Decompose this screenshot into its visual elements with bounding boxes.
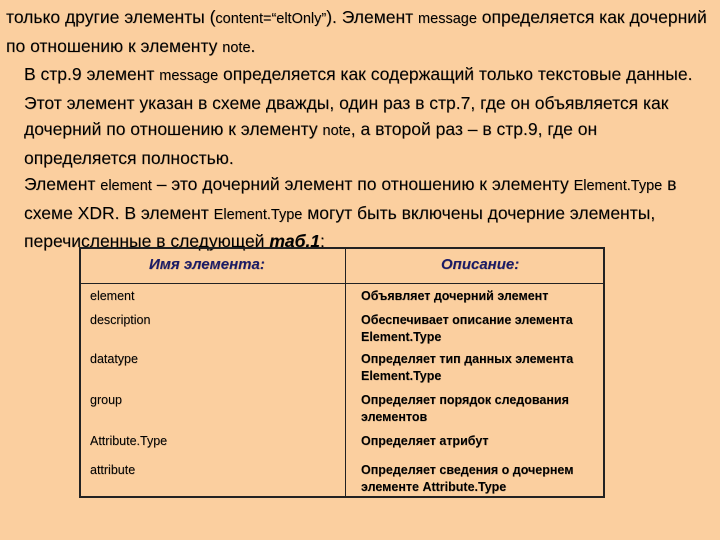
text-run: : bbox=[320, 231, 325, 251]
paragraph-2 bbox=[6, 61, 714, 171]
header-divider bbox=[81, 283, 603, 284]
text-run: , а второй раз – в стр.9, где он определяется полностью. bbox=[24, 119, 598, 168]
text-run: В стр.9 элемент bbox=[24, 64, 160, 84]
code-term: message bbox=[418, 11, 477, 27]
paragraph-1 bbox=[6, 4, 714, 61]
table-cell-name: attribute bbox=[90, 463, 136, 477]
text-run: – это дочерний элемент по отношению к элементу bbox=[151, 174, 574, 194]
paragraph-3 bbox=[6, 171, 714, 255]
body-text bbox=[6, 4, 714, 255]
code-term: Element.Type bbox=[573, 178, 663, 194]
table-cell-name: Attribute.Type bbox=[90, 434, 168, 448]
code-term: Element.Type bbox=[213, 206, 303, 223]
table-cell-name: description bbox=[90, 313, 151, 327]
text-run: только другие элементы ( bbox=[6, 7, 216, 27]
text-run: . bbox=[250, 35, 256, 56]
table-cell-description: Определяет порядок следования элементов bbox=[361, 393, 569, 424]
elements-table bbox=[79, 247, 605, 498]
column-divider bbox=[345, 249, 346, 496]
table-cell-name: group bbox=[90, 393, 122, 407]
code-term: note bbox=[222, 39, 251, 56]
table-cell-description: Обеспечивает описание элемента Element.Type bbox=[361, 313, 573, 344]
column-header-description: Описание: bbox=[441, 256, 520, 273]
code-term: content=“eltOnly” bbox=[215, 11, 327, 27]
table-cell-description: Определяет атрибут bbox=[361, 434, 489, 448]
code-term: note bbox=[322, 123, 351, 139]
text-run: определяется как дочерний по отношению к элементу bbox=[6, 7, 707, 56]
column-header-name: Имя элемента: bbox=[149, 256, 265, 273]
table-cell-description: Определяет тип данных элемента Element.Type bbox=[361, 352, 574, 383]
table-cell-description: Определяет сведения о дочернем элементе Attribute.Type bbox=[361, 463, 574, 494]
table-cell-description: Объявляет дочерний элемент bbox=[361, 289, 549, 303]
text-run: определяется как содержащий только текстовые данные. Этот элемент указан в схеме дважды, один раз в стр.7, где он объявляется как дочерний по отношению к элементу bbox=[24, 64, 693, 139]
text-run: Элемент bbox=[24, 174, 101, 194]
table-reference: таб.1 bbox=[269, 231, 321, 251]
table-cell-name: datatype bbox=[90, 352, 138, 366]
code-term: element bbox=[100, 178, 152, 194]
code-term: message bbox=[159, 68, 219, 84]
text-run: могут быть включены дочерние элементы, перечисленные в следующей bbox=[24, 202, 656, 251]
table-cell-name: element bbox=[90, 289, 135, 303]
text-run: в схеме XDR. В элемент bbox=[24, 174, 677, 223]
text-run: ). Элемент bbox=[326, 7, 419, 27]
